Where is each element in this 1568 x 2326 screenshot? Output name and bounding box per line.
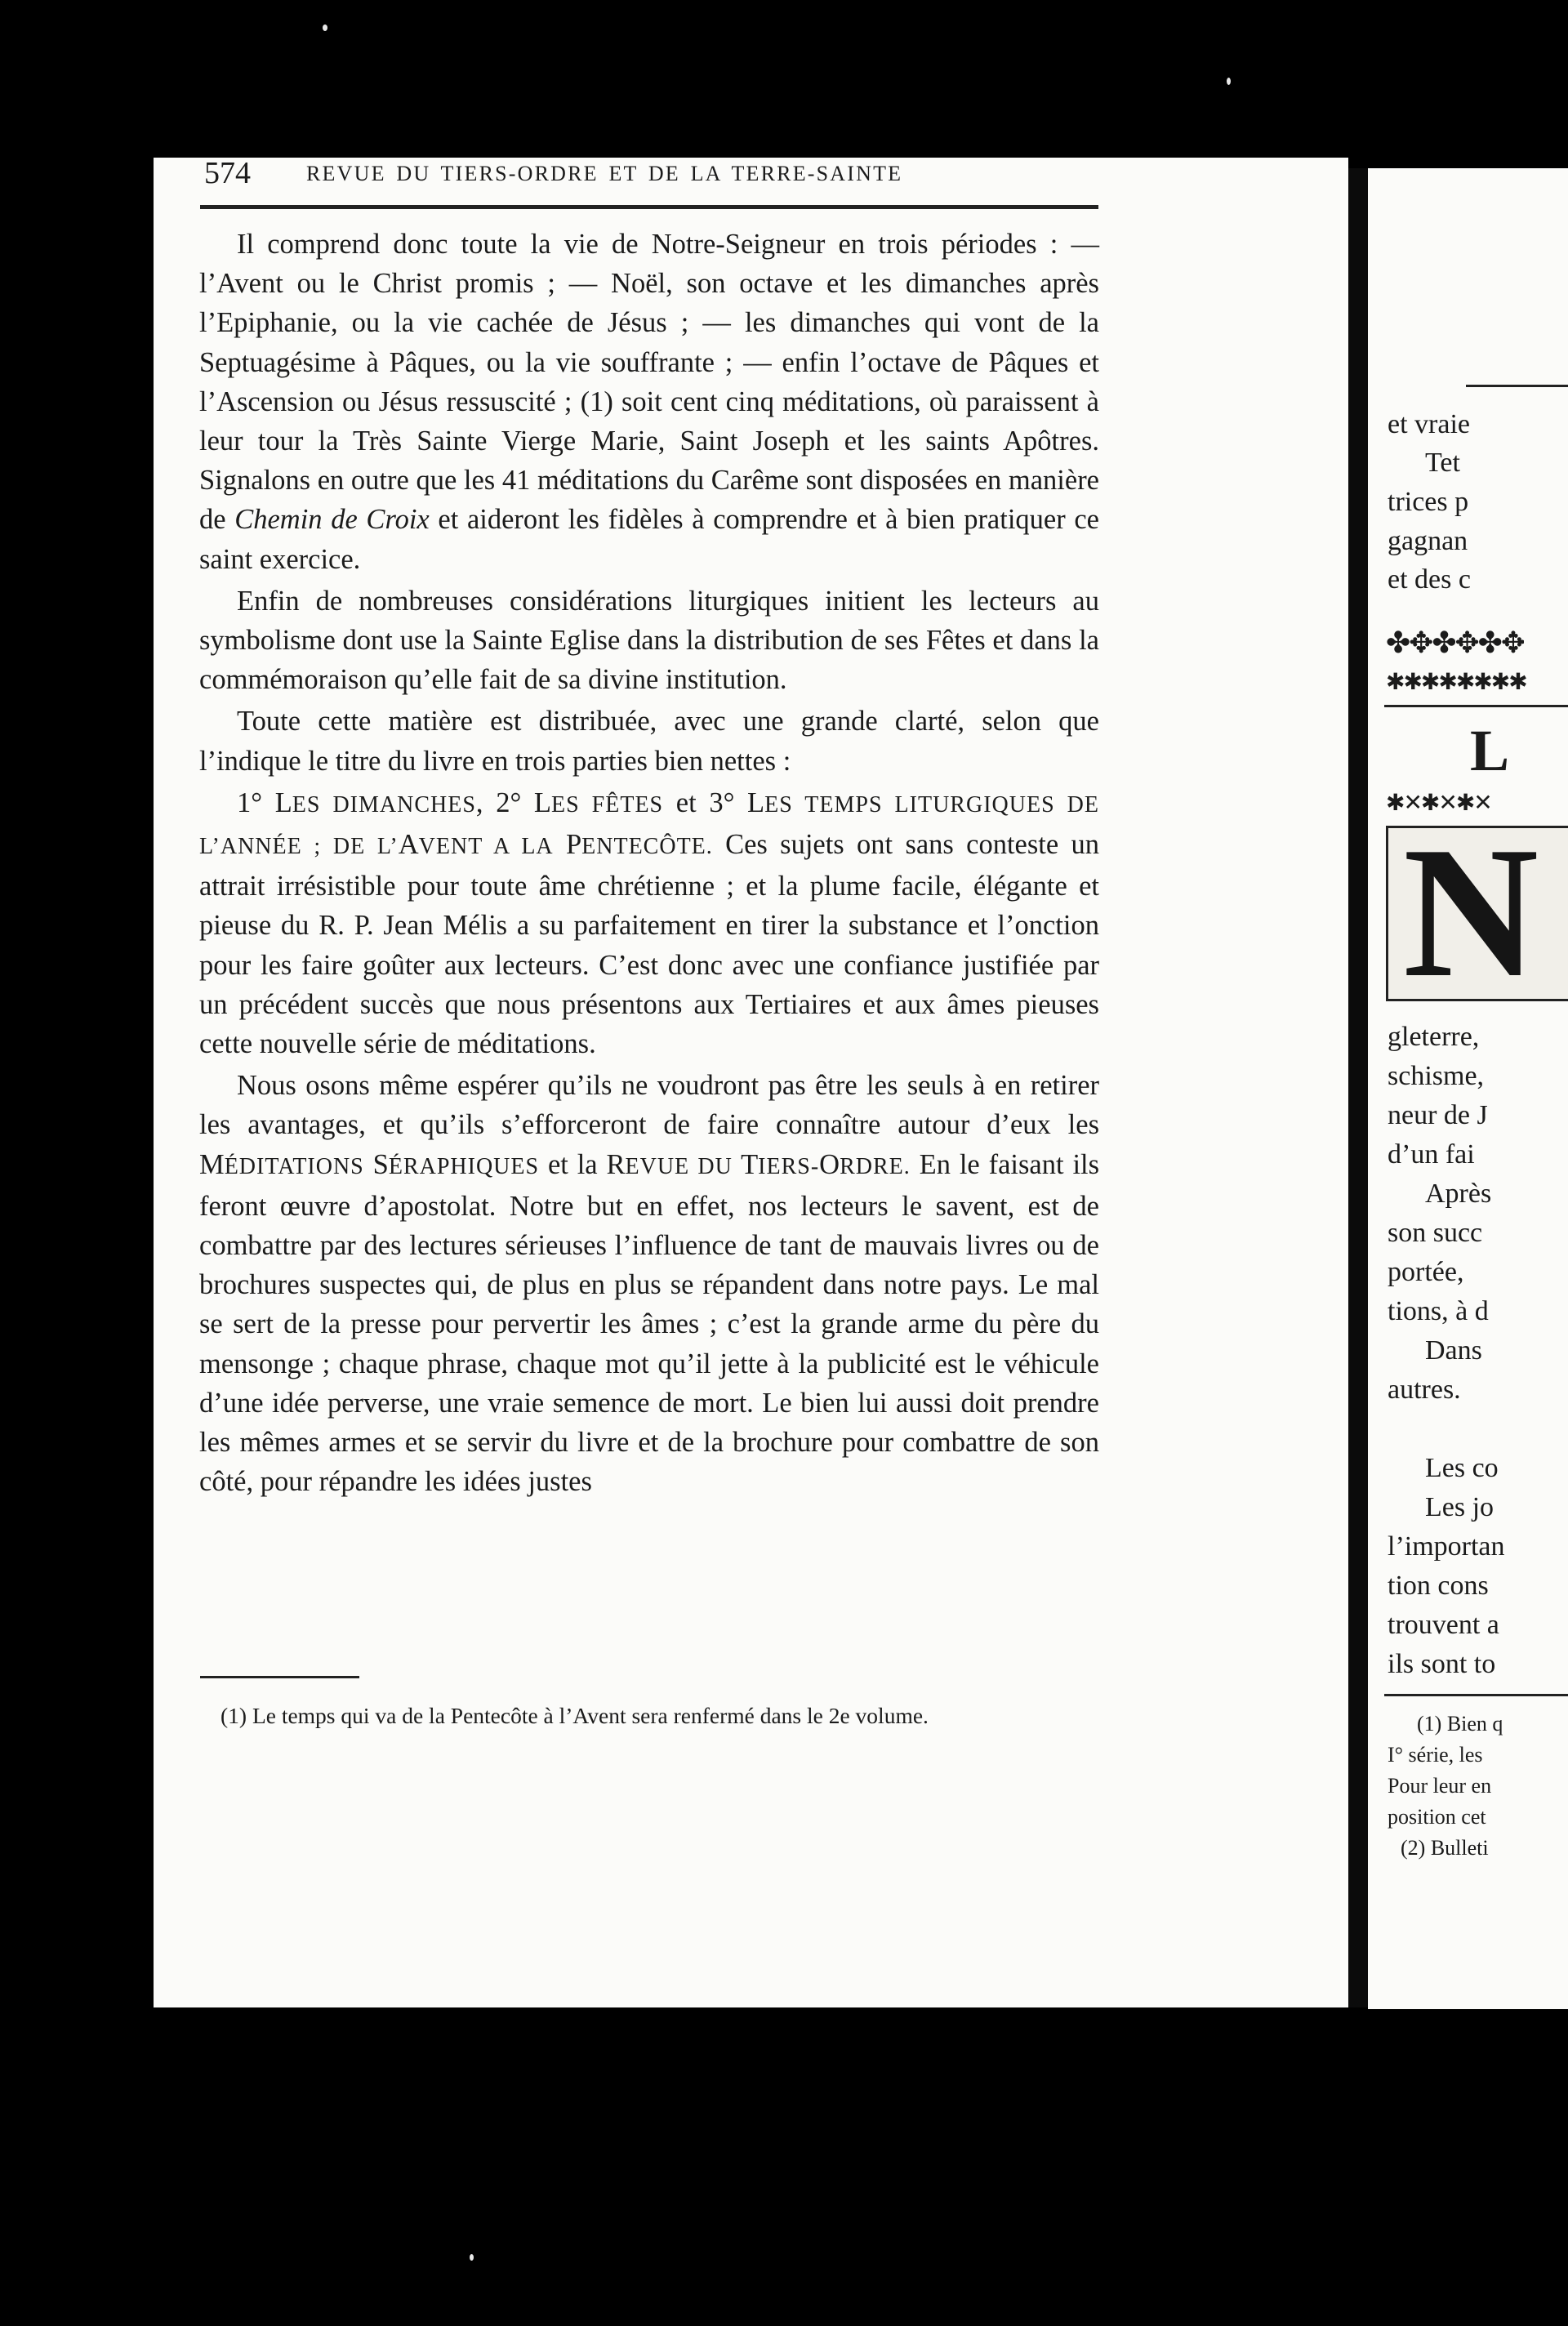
star-ornament: ✱✱✱✱✱✱✱✱ bbox=[1386, 670, 1526, 695]
text-line: gleterre, bbox=[1388, 1022, 1480, 1052]
text-line: portée, bbox=[1388, 1257, 1464, 1287]
scan-speck bbox=[1227, 78, 1231, 85]
footnote-rule bbox=[1384, 1694, 1568, 1696]
text-line: Les co bbox=[1425, 1453, 1499, 1483]
text-line: l’importan bbox=[1388, 1531, 1505, 1562]
text-line: Les jo bbox=[1425, 1492, 1494, 1522]
footnote-line: (2) Bulleti bbox=[1401, 1836, 1489, 1860]
text-line: et vraie bbox=[1388, 409, 1470, 439]
ornamental-letter: L bbox=[1470, 718, 1508, 783]
ornament-rule bbox=[1384, 705, 1568, 707]
running-header bbox=[204, 155, 1054, 196]
scan-speck bbox=[470, 2254, 474, 2261]
fleuron-ornament: ✤✥✤✥✤✥ bbox=[1386, 626, 1524, 659]
text-line: Après bbox=[1425, 1179, 1492, 1209]
footnote: (1) Le temps qui va de la Pentecôte à l’Avent sera renfermé dans le 2e volume. bbox=[220, 1703, 929, 1728]
page-gutter bbox=[1348, 168, 1368, 2007]
footnote-line: (1) Bien q bbox=[1417, 1712, 1503, 1736]
initial-letter: N bbox=[1403, 826, 1539, 1001]
paragraph: Nous osons même espérer qu’ils ne voudront pas être les seuls à en retirer les avantages, et qu’ils s’efforceront de faire connaître autour d’eux les MÉDITATIONS SÉRAPHIQUES et la REVUE DU TIERS-ORDRE. En le faisant ils feront œuvre d’apostolat. Notre but en effet, nos lecteurs le savent, est de combattre par des lectures sérieuses l’influence de tant de mauvais livres ou de brochures suspectes qui, de plus en plus se répandent dans notre pays. Le mal se sert de la presse pour pervertir les âmes ; c’est la grande arme du père du mensonge ; chaque phrase, chaque mot qu’il jette à la publicité est le véhicule d’une idée perverse, une vraie semence de mort. Le bien lui aussi doit prendre les mêmes armes et se servir du livre et de la brochure pour combattre de son côté, pour répandre les idées justes bbox=[199, 1070, 1100, 1498]
text-line: Dans bbox=[1425, 1335, 1482, 1366]
text-line: tions, à d bbox=[1388, 1296, 1489, 1326]
header-rule bbox=[200, 205, 1098, 209]
decorated-initial bbox=[1386, 826, 1568, 1001]
running-title: REVUE DU TIERS-ORDRE ET DE LA TERRE-SAINTE bbox=[306, 162, 903, 185]
text-line: et des c bbox=[1388, 564, 1471, 595]
border-ornament: ✱✕✱✕✱✕ bbox=[1386, 791, 1491, 816]
footnote-rule bbox=[200, 1676, 359, 1678]
text-line: d’un fai bbox=[1388, 1139, 1475, 1170]
text-line: tion cons bbox=[1388, 1571, 1489, 1601]
text-line: son succ bbox=[1388, 1218, 1483, 1248]
text-line: gagnan bbox=[1388, 526, 1468, 556]
footnote-line: Pour leur en bbox=[1388, 1774, 1492, 1798]
scan-speck bbox=[323, 25, 327, 31]
text-line: ils sont to bbox=[1388, 1649, 1496, 1679]
text-line: autres. bbox=[1388, 1375, 1461, 1405]
text-line: trouvent a bbox=[1388, 1610, 1499, 1640]
right-page bbox=[1368, 168, 1568, 2009]
italic-title: Chemin de Croix bbox=[234, 504, 430, 536]
footnote-line: position cet bbox=[1388, 1805, 1486, 1829]
article-body bbox=[199, 225, 1099, 1502]
text-line: neur de J bbox=[1388, 1100, 1488, 1130]
text-line: trices p bbox=[1388, 487, 1469, 517]
top-rule bbox=[1466, 385, 1568, 387]
paragraph: Enfin de nombreuses considérations liturgiques initient les lecteurs au symbolisme dont use la Sainte Eglise dans la distribution de ses Fêtes et dans la commémoraison qu’elle fait de sa divine institution. bbox=[199, 585, 1099, 696]
footnote-line: I° série, les bbox=[1388, 1743, 1483, 1767]
paragraph: 1° LES DIMANCHES, 2° LES FÊTES et 3° LES TEMPS LITURGIQUES DE L’ANNÉE ; DE L’AVENT A LA PENTECÔTE. Ces sujets ont sans conteste un attrait irrésistible pour toute âme chrétienne ; et la plume facile, élégante et pieuse du R. P. Jean Mélis a su parfaitement en tirer la substance et l’onction pour les faire goûter aux lecteurs. C’est donc avec une confiance justifiée par un précédent succès que nous présentons aux Tertiaires et aux âmes pieuses cette nouvelle série de méditations. bbox=[199, 786, 1100, 1060]
paragraph: Toute cette matière est distribuée, avec une grande clarté, selon que l’indique le titre du livre en trois parties bien nettes : bbox=[199, 706, 1099, 777]
page-number: 574 bbox=[204, 156, 251, 190]
text-line: schisme, bbox=[1388, 1061, 1485, 1091]
text-line: Tet bbox=[1425, 448, 1460, 478]
paragraph: Il comprend donc toute la vie de Notre-Seigneur en trois périodes : — l’Avent ou le Christ promis ; — Noël, son octave et les dimanches après l’Epiphanie, ou la vie cachée de Jésus ; — les dimanches qui vont de la Septuagésime à Pâques, ou la vie souffrante ; — enfin l’octave de Pâques et l’Ascension ou Jésus ressuscité ; (1) soit cent cinq méditations, où paraissent à leur tour la Très Sainte Vierge Marie, Saint Joseph et les saints Apôtres. Signalons en outre que les 41 méditations du Carême sont disposées en manière de Chemin de Croix et aideront les fidèles à comprendre et à bien pratiquer ce saint exercice. bbox=[199, 229, 1099, 575]
